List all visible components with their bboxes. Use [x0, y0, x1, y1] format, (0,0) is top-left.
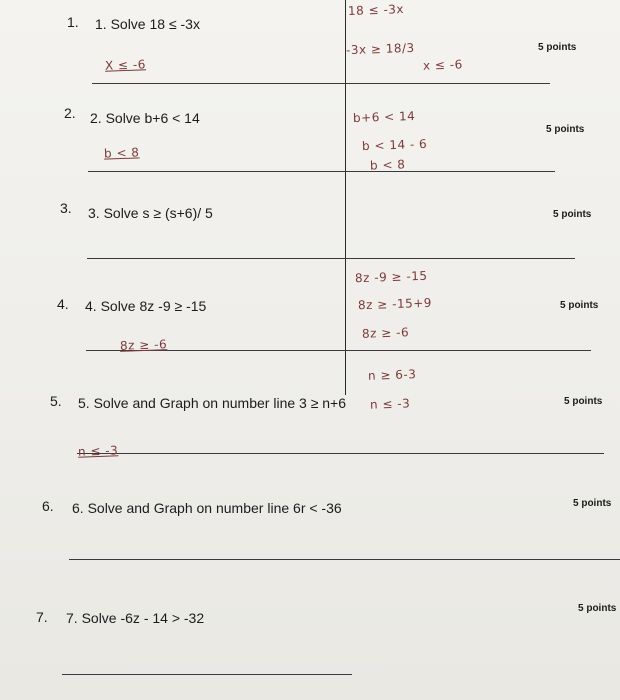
question-4-work-line-3: 8z ≥ -6 — [361, 325, 410, 341]
question-2-handwritten-answer: b < 8 — [103, 145, 140, 161]
question-2-work-line-2: b < 14 - 6 — [361, 136, 428, 154]
question-6-points: 5 points — [573, 498, 612, 509]
question-6-answer-line — [69, 559, 620, 560]
question-1-text: 1. Solve 18 ≤ -3x — [95, 16, 200, 32]
question-3-number: 3. — [60, 200, 72, 216]
question-6-text: 6. Solve and Graph on number line 6r < -36 — [72, 500, 342, 516]
question-4-text: 4. Solve 8z -9 ≥ -15 — [85, 298, 207, 314]
question-2-work-line-1: b+6 < 14 — [352, 108, 416, 126]
question-5-work-line-2: n ≤ -3 — [369, 396, 411, 412]
question-2-answer-line — [88, 171, 555, 172]
question-5-answer-line — [77, 453, 604, 454]
column-divider — [345, 0, 346, 395]
question-1-work-line-3: x ≤ -6 — [422, 57, 463, 73]
question-4-number: 4. — [57, 296, 69, 312]
question-4-work-line-1: 8z -9 ≥ -15 — [354, 268, 428, 286]
question-4-points: 5 points — [560, 300, 599, 311]
question-2-points: 5 points — [546, 124, 585, 135]
question-7-number: 7. — [36, 609, 48, 625]
question-7-answer-line — [62, 674, 352, 675]
question-5-handwritten-answer: n ≤ -3 — [77, 443, 119, 459]
question-2-work-line-3: b < 8 — [369, 157, 406, 173]
question-3-answer-line — [87, 258, 575, 259]
question-5-number: 5. — [50, 393, 62, 409]
question-2-text: 2. Solve b+6 < 14 — [90, 110, 200, 126]
question-3-text: 3. Solve s ≥ (s+6)/ 5 — [88, 205, 213, 221]
question-1-points: 5 points — [538, 42, 577, 53]
question-1-work-line-1: 18 ≤ -3x — [347, 2, 405, 18]
question-1-answer-line — [92, 83, 550, 84]
question-5-work-line-1: n ≥ 6-3 — [367, 367, 417, 383]
question-7-text: 7. Solve -6z - 14 > -32 — [66, 610, 205, 626]
question-4-work-line-2: 8z ≥ -15+9 — [357, 295, 433, 313]
question-6-number: 6. — [42, 498, 54, 514]
question-4-handwritten-answer: 8z ≥ -6 — [119, 337, 168, 353]
question-3-points: 5 points — [553, 209, 592, 220]
question-1-handwritten-answer: X ≤ -6 — [104, 57, 147, 73]
question-1-work-line-2: -3x ≥ 18/3 — [345, 40, 415, 58]
question-5-text: 5. Solve and Graph on number line 3 ≥ n+6 — [78, 395, 347, 411]
question-5-points: 5 points — [564, 396, 603, 407]
question-2-number: 2. — [64, 105, 76, 121]
question-1-number: 1. — [67, 14, 79, 30]
question-7-points: 5 points — [578, 603, 617, 614]
